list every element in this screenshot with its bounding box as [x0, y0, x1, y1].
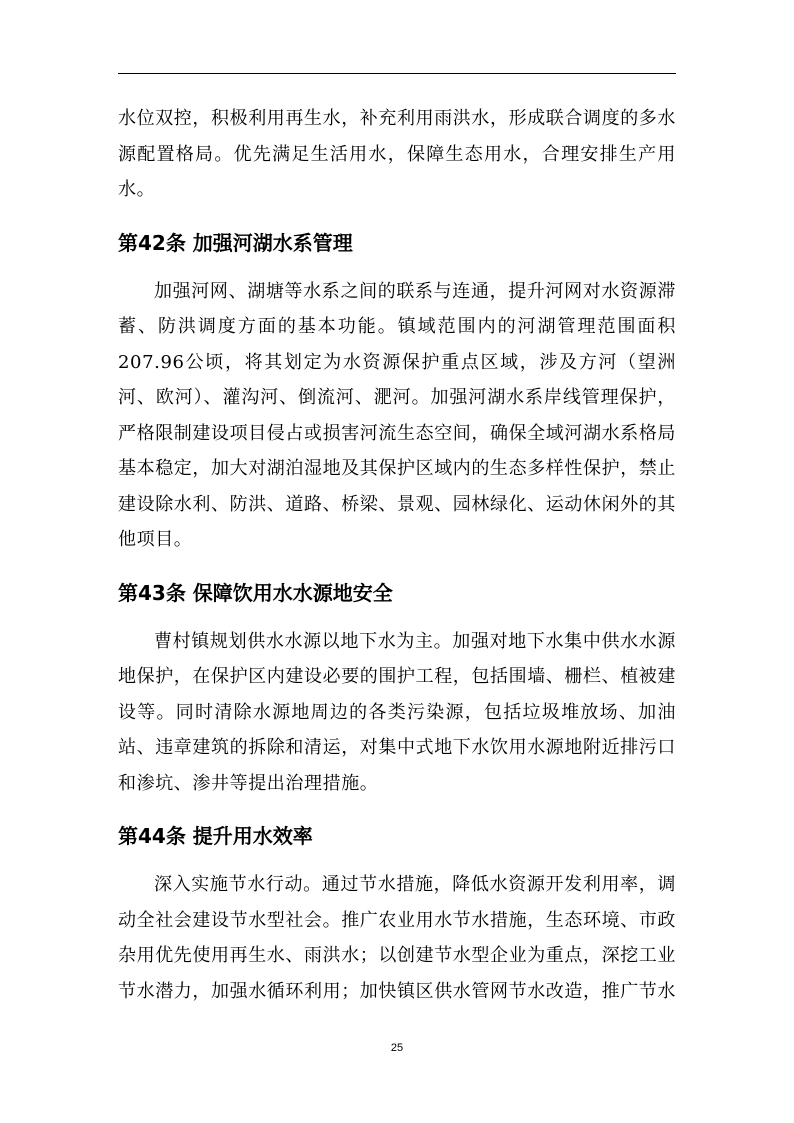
- section-body-43: 曹村镇规划供水水源以地下水为主。加强对地下水集中供水水源地保护，在保护区内建设必要的围护工程，包括围墙、栅栏、植被建设等。同时清除水源地周边的各类污染源，包括垃圾堆放场、加油站、违章建筑的拆除和清运，对集中式地下水饮用水源地附近排污口和渗坑、渗井等提出治理措施。: [118, 630, 676, 794]
- document-body: [118, 101, 676, 1009]
- header-rule: [118, 73, 676, 74]
- section-heading-42: 第42条 加强河湖水系管理: [118, 230, 353, 255]
- page-number: 25: [390, 1042, 404, 1054]
- section-body-42: 加强河网、湖塘等水系之间的联系与连通，提升河网对水资源滞蓄、防洪调度方面的基本功能。镇域范围内的河湖管理范围面积207.96公顷，将其划定为水资源保护重点区域，涉及方河（望洲河、欧河）、灌沟河、倒流河、淝河。加强河湖水系岸线管理保护，严格限制建设项目侵占或损害河流生态空间，确保全域河湖水系格局基本稳定，加大对湖泊湿地及其保护区域内的生态多样性保护，禁止建设除水利、防洪、道路、桥梁、景观、园林绿化、运动休闲外的其他项目。: [118, 280, 676, 550]
- continued-paragraph: 水位双控，积极利用再生水，补充利用雨洪水，形成联合调度的多水源配置格局。优先满足生活用水，保障生态用水，合理安排生产用水。: [118, 108, 676, 200]
- section-heading-44: 第44条 提升用水效率: [118, 824, 313, 848]
- section-body-44: 深入实施节水行动。通过节水措施，降低水资源开发利用率，调动全社会建设节水型社会。推广农业用水节水措施，生态环境、市政杂用优先使用再生水、雨洪水；以创建节水型企业为重点，深挖工业节水潜力，加强水循环利用；加快镇区供水管网节水改造，推广节水: [118, 874, 676, 1002]
- section-heading-43: 第43条 保障饮用水水源地安全: [118, 580, 393, 605]
